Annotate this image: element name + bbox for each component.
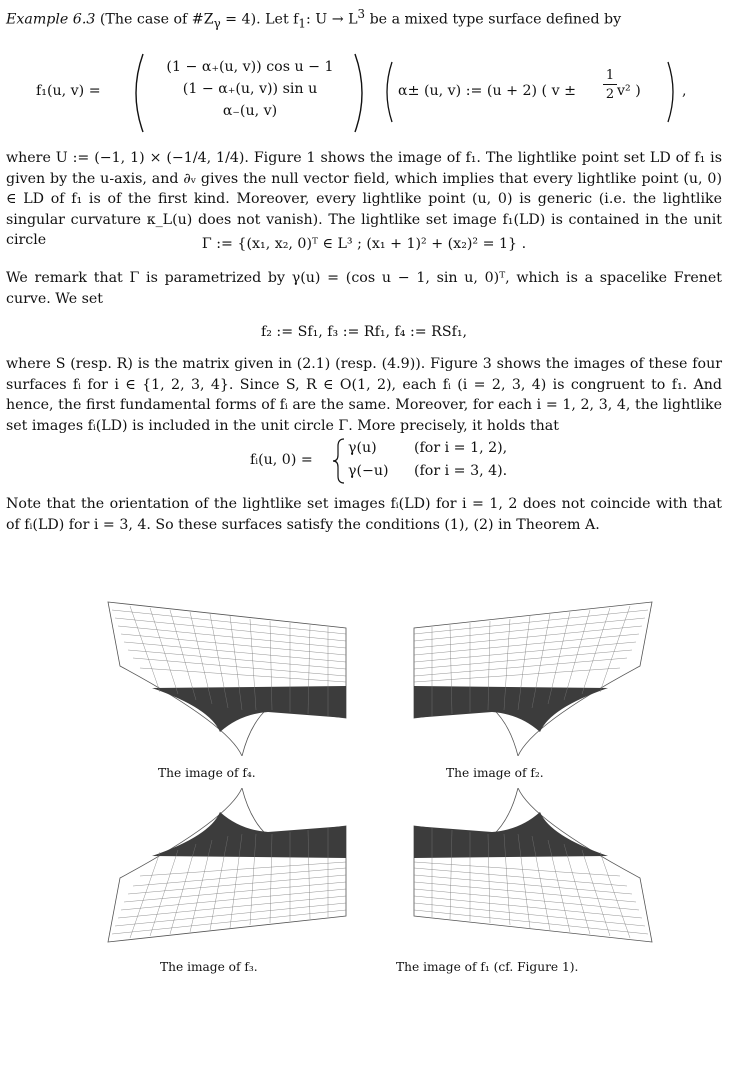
frac-numerator: 1: [603, 68, 617, 85]
example-title: (The case of #Z: [99, 11, 214, 28]
cases-brace: [332, 438, 346, 484]
equation-f234: f₂ := Sf₁, f₃ := Rf₁, f₄ := RSf₁,: [260, 324, 468, 340]
example-intro: [6, 4, 722, 34]
paragraph-3: where S (resp. R) is the matrix given in (2.1) (resp. (4.9)). Figure 3 shows the images of these four surfaces fᵢ for i ∈ {1, 2, 3, 4}. Since S, R ∈ O(1, 2), each fᵢ (i = 2, 3, 4) is congruent to f₁. And hence, the first fundamental forms of fᵢ are the same. Moreover, for each i = 1, 2, 3, 4, the lightlike set images fᵢ(LD) is included in the unit circle Γ. More precisely, it holds that: [6, 356, 722, 434]
intro-end: be a mixed type surface defined by: [369, 11, 622, 28]
caption-f2: The image of f₂.: [446, 766, 544, 780]
alpha-definition: α± (u, v) := (u + 2) ( v ±: [398, 83, 577, 99]
cases-lhs: fᵢ(u, 0) =: [250, 452, 313, 468]
case-1-condition: (for i = 1, 2),: [414, 440, 508, 456]
caption-f4: The image of f₄.: [158, 766, 256, 780]
example-title-end: = 4). Let f: [225, 11, 299, 28]
case-1-value: γ(u): [348, 440, 377, 456]
caption-f1: The image of f₁ (cf. Figure 1).: [396, 960, 579, 974]
eq1-lhs: f₁(u, v) =: [36, 83, 101, 99]
sub-one: 1: [298, 16, 306, 31]
surface-f3-image: [100, 788, 370, 948]
gamma-sub: γ: [213, 16, 221, 31]
equation-gamma: Γ := {(x₁, x₂, 0)ᵀ ∈ L³ ; (x₁ + 1)² + (x₂)² = 1} .: [201, 236, 527, 252]
surface-f1-image: [390, 788, 660, 948]
paragraph-4: Note that the orientation of the lightlike set images fᵢ(LD) for i = 1, 2 does not coincide with that of fᵢ(LD) for i = 3, 4. So these surfaces satisfy the conditions (1), (2) in Theorem A.: [6, 496, 722, 533]
frac-denominator: 2: [605, 87, 615, 102]
surface-f4-image: [100, 596, 370, 756]
intro-rest: : U → L: [305, 11, 358, 28]
matrix-entries: [144, 56, 356, 122]
alpha-def-end: v² ): [617, 83, 641, 99]
matrix-row-3: α₋(u, v): [222, 103, 278, 119]
case-2-condition: (for i = 3, 4).: [414, 463, 508, 479]
paragraph-1: where U := (−1, 1) × (−1/4, 1/4). Figure 1 shows the image of f₁. The lightlike point set LD of f₁ is given by the u-axis, and ∂ᵥ gives the null vector field, which implies that every lightlike point (u, 0) ∈ LD of f₁ is of the first kind. Moreover, every lightlike point (u, 0) is generic (i.e. the lightlike singular curvature κ_L(u) does not vanish). The lightlike set image f₁(LD) is contained in the unit circle: [6, 150, 722, 248]
paragraph-2: We remark that Γ is parametrized by γ(u) = (cos u − 1, sin u, 0)ᵀ, which is a spacelike Frenet curve. We set: [6, 270, 722, 307]
surface-f2-image: [390, 596, 660, 756]
sup-three: 3: [357, 7, 366, 21]
case-2-value: γ(−u): [348, 463, 389, 479]
comma: ,: [682, 83, 687, 99]
caption-f3: The image of f₃.: [160, 960, 258, 974]
example-label: Example 6.3: [6, 11, 96, 28]
matrix-row-2: (1 − α₊(u, v)) sin u: [182, 81, 318, 97]
equation-f1: [6, 52, 722, 132]
matrix-row-1: (1 − α₊(u, v)) cos u − 1: [166, 59, 334, 75]
equation-cases: [6, 436, 722, 486]
